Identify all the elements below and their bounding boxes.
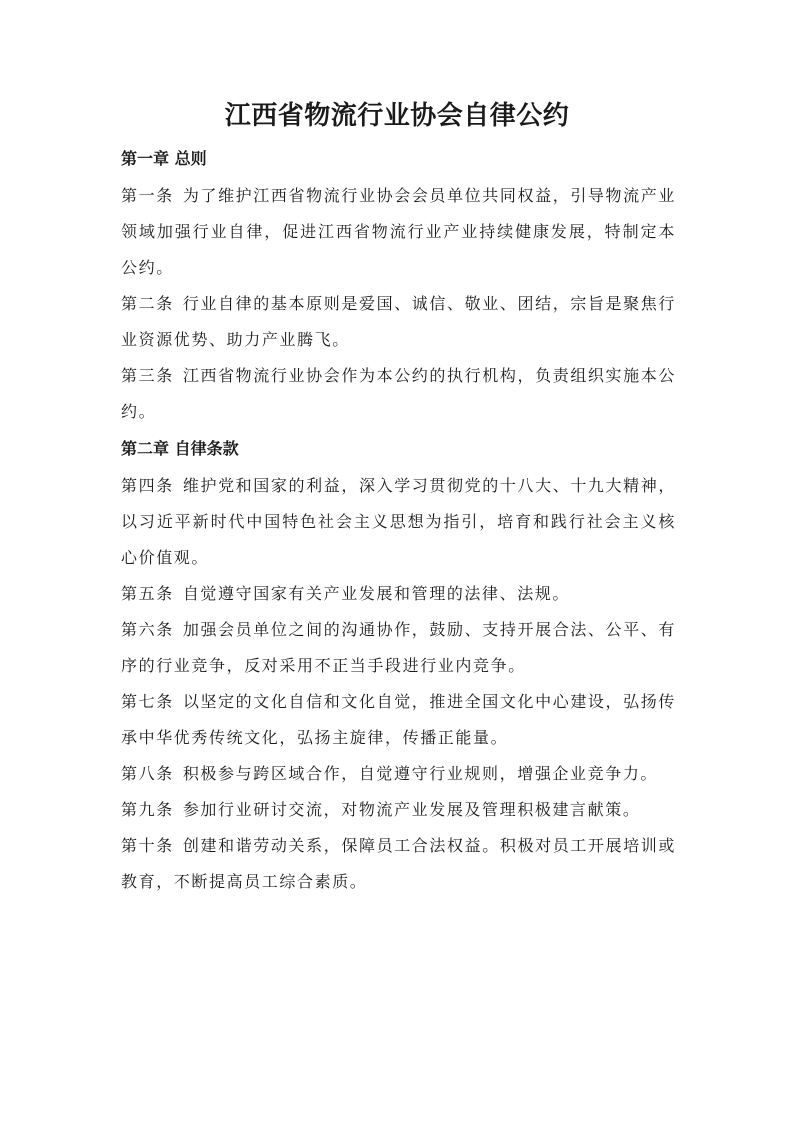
article-text: 为了维护江西省物流行业协会会员单位共同权益，引导物流产业领域加强行业自律，促进江西省物流行业产业持续健康发展，特制定本公约。 <box>121 186 676 277</box>
article-4 <box>121 468 676 576</box>
article-number: 第二条 <box>121 294 174 313</box>
article-number: 第五条 <box>121 584 174 603</box>
article-number: 第八条 <box>121 764 174 783</box>
article-text: 创建和谐劳动关系，保障员工合法权益。积极对员工开展培训或教育，不断提高员工综合素质。 <box>121 836 676 891</box>
article-text: 加强会员单位之间的沟通协作，鼓励、支持开展合法、公平、有序的行业竞争，反对采用不正当手段进行业内竞争。 <box>121 620 676 675</box>
article-number: 第九条 <box>121 800 174 819</box>
chapter-1 <box>121 140 676 430</box>
article-number: 第七条 <box>121 692 174 711</box>
article-number: 第六条 <box>121 620 174 639</box>
article-text: 以坚定的文化自信和文化自觉，推进全国文化中心建设，弘扬传承中华优秀传统文化，弘扬主旋律，传播正能量。 <box>121 692 676 747</box>
article-text: 维护党和国家的利益，深入学习贯彻党的十八大、十九大精神，以习近平新时代中国特色社会主义思想为指引，培育和践行社会主义核心价值观。 <box>121 476 676 567</box>
article-text: 自觉遵守国家有关产业发展和管理的法律、法规。 <box>182 584 571 603</box>
article-text: 江西省物流行业协会作为本公约的执行机构，负责组织实施本公约。 <box>121 366 676 421</box>
article-3 <box>121 358 676 430</box>
chapter-heading: 第一章 总则 <box>121 149 207 168</box>
article-number: 第一条 <box>121 186 174 205</box>
chapter-heading: 第二章 自律条款 <box>121 439 239 458</box>
article-number: 第三条 <box>121 366 174 385</box>
article-2 <box>121 286 676 358</box>
article-1 <box>121 178 676 286</box>
article-number: 第四条 <box>121 476 174 495</box>
article-7 <box>121 684 676 756</box>
document-title: 江西省物流行业协会自律公约 <box>224 101 570 131</box>
chapter-2 <box>121 430 676 900</box>
article-8 <box>121 756 676 792</box>
article-number: 第十条 <box>121 836 174 855</box>
article-9 <box>121 792 676 828</box>
article-text: 参加行业研讨交流，对物流产业发展及管理积极建言献策。 <box>182 800 641 819</box>
article-10 <box>121 828 676 900</box>
document-body <box>121 140 676 900</box>
article-5 <box>121 576 676 612</box>
article-text: 积极参与跨区域合作，自觉遵守行业规则，增强企业竞争力。 <box>182 764 659 783</box>
article-text: 行业自律的基本原则是爱国、诚信、敬业、团结，宗旨是聚焦行业资源优势、助力产业腾飞。 <box>121 294 676 349</box>
article-6 <box>121 612 676 684</box>
